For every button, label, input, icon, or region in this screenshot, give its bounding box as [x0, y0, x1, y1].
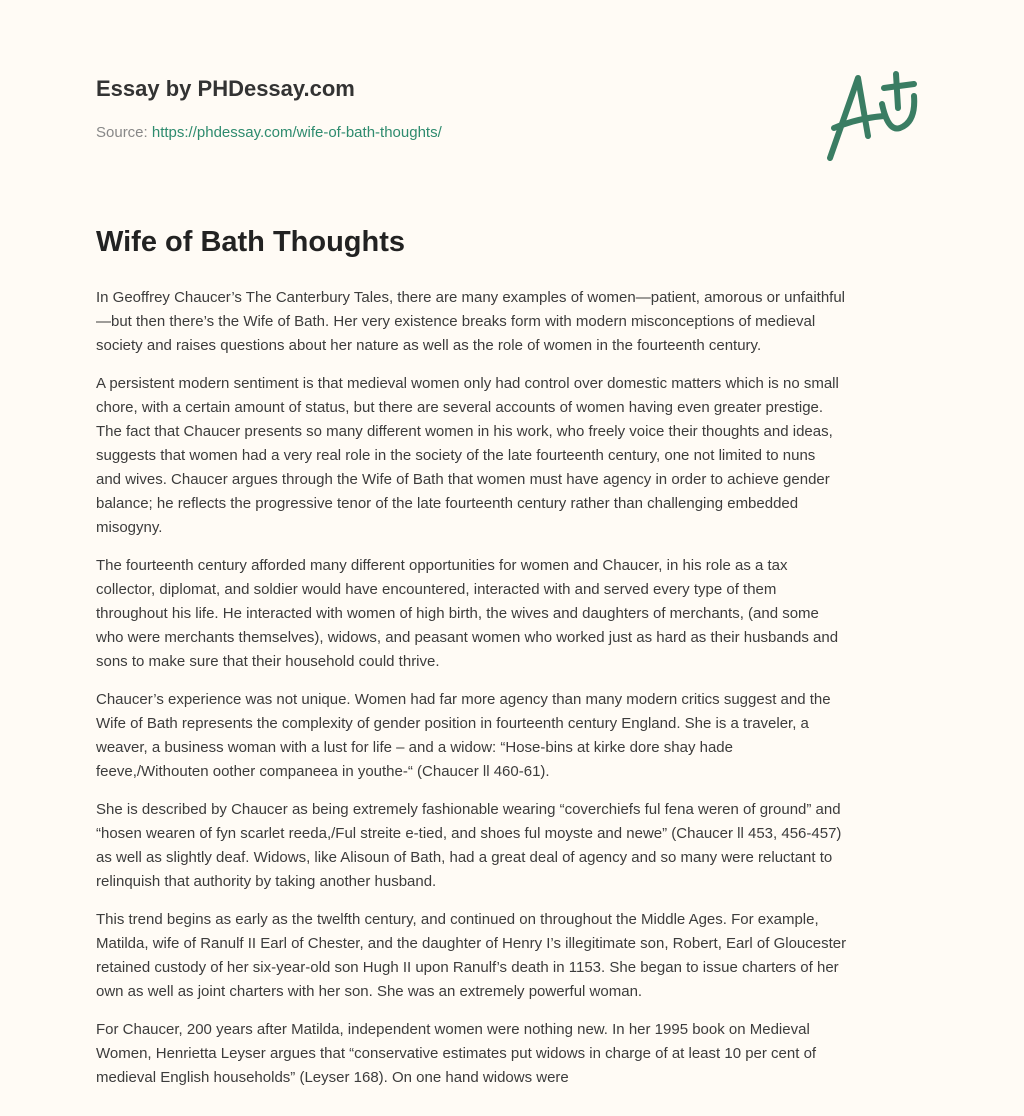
a-plus-logo-icon	[818, 66, 928, 166]
brand-title: Essay by PHDessay.com	[96, 76, 355, 101]
source-link[interactable]: https://phdessay.com/wife-of-bath-thoughts/	[151, 124, 442, 141]
paragraph-line: —but then there’s the Wife of Bath. Her very existence breaks form with modern misconceptions of medieval	[96, 313, 816, 330]
paragraph-line: as well as slightly deaf. Widows, like Alisoun of Bath, had a great deal of agency and so many were reluctant to	[96, 849, 833, 866]
paragraph-line: who were merchants themselves), widows, and peasant women who worked just as hard as their husbands and	[96, 629, 839, 646]
paragraph-line: retained custody of her six-year-old son Hugh II upon Ranulf’s death in 1153. She began to issue charters of her	[96, 959, 839, 976]
paragraph-line: suggests that women had a very real role in the society of the late fourteenth century, one not limited to nuns	[96, 447, 816, 464]
paragraph-line: Wife of Bath represents the complexity of gender position in fourteenth century England. She is a traveler, a	[96, 715, 809, 732]
essay-body	[96, 286, 936, 1104]
paragraph-line: throughout his life. He interacted with women of high birth, the wives and daughters of merchants, (and some	[96, 605, 819, 622]
paragraph-line: This trend begins as early as the twelfth century, and continued on throughout the Middle Ages. For example,	[96, 911, 819, 928]
essay-paragraph	[96, 372, 936, 540]
paragraph-line: own as well as joint charters with her son. She was an extremely powerful woman.	[96, 983, 643, 1000]
paragraph-line: The fact that Chaucer presents so many different women in his work, who freely voice their thoughts and ideas,	[96, 423, 833, 440]
essay-paragraph	[96, 286, 936, 358]
paragraph-line: collector, diplomat, and soldier would have encountered, interacted with and served every type of them	[96, 581, 777, 598]
paragraph-line: society and raises questions about her nature as well as the role of women in the fourteenth century.	[96, 337, 762, 354]
paragraph-line: Chaucer’s experience was not unique. Women had far more agency than many modern critics suggest and the	[96, 691, 831, 708]
paragraph-line: A persistent modern sentiment is that medieval women only had control over domestic matters which is no small	[96, 375, 839, 392]
paragraph-line: sons to make sure that their household could thrive.	[96, 653, 440, 670]
essay-paragraph	[96, 908, 936, 1004]
paragraph-line: She is described by Chaucer as being extremely fashionable wearing “coverchiefs ful fena weren of ground” and	[96, 801, 841, 818]
essay-paragraph	[96, 688, 936, 784]
source-line	[96, 124, 442, 141]
paragraph-line: misogyny.	[96, 519, 163, 536]
page-title: Wife of Bath Thoughts	[96, 226, 406, 258]
paragraph-line: In Geoffrey Chaucer’s The Canterbury Tales, there are many examples of women—patient, amorous or unfaithful	[96, 289, 846, 306]
source-label: Source:	[96, 124, 148, 141]
essay-paragraph	[96, 1018, 936, 1090]
paragraph-line: medieval English households” (Leyser 168). On one hand widows were	[96, 1069, 569, 1086]
essay-paragraph	[96, 798, 936, 894]
paragraph-line: balance; he reflects the progressive tenor of the late fourteenth century rather than challenging embedded	[96, 495, 799, 512]
paragraph-line: feeve,/Withouten oother companeea in youthe-“ (Chaucer ll 460-61).	[96, 763, 550, 780]
paragraph-line: The fourteenth century afforded many different opportunities for women and Chaucer, in his role as a tax	[96, 557, 788, 574]
paragraph-line: Women, Henrietta Leyser argues that “conservative estimates put widows in charge of at least 10 per cent of	[96, 1045, 817, 1062]
paragraph-line: For Chaucer, 200 years after Matilda, independent women were nothing new. In her 1995 book on Medieval	[96, 1021, 810, 1038]
paragraph-line: chore, with a certain amount of status, but there are several accounts of women having even greater prestige.	[96, 399, 824, 416]
paragraph-line: relinquish that authority by taking another husband.	[96, 873, 437, 890]
paragraph-line: and wives. Chaucer argues through the Wife of Bath that women must have agency in order to achieve gender	[96, 471, 830, 488]
paragraph-line: “hosen wearen of fyn scarlet reeda,/Ful streite e-tied, and shoes ful moyste and newe” (Chaucer ll 453, 456-457)	[96, 825, 842, 842]
paragraph-line: weaver, a business woman with a lust for life – and a widow: “Hose-bins at kirke dore shay hade	[96, 739, 733, 756]
paragraph-line: Matilda, wife of Ranulf II Earl of Chester, and the daughter of Henry I’s illegitimate son, Robert, Earl of Gloucester	[96, 935, 847, 952]
essay-paragraph	[96, 554, 936, 674]
